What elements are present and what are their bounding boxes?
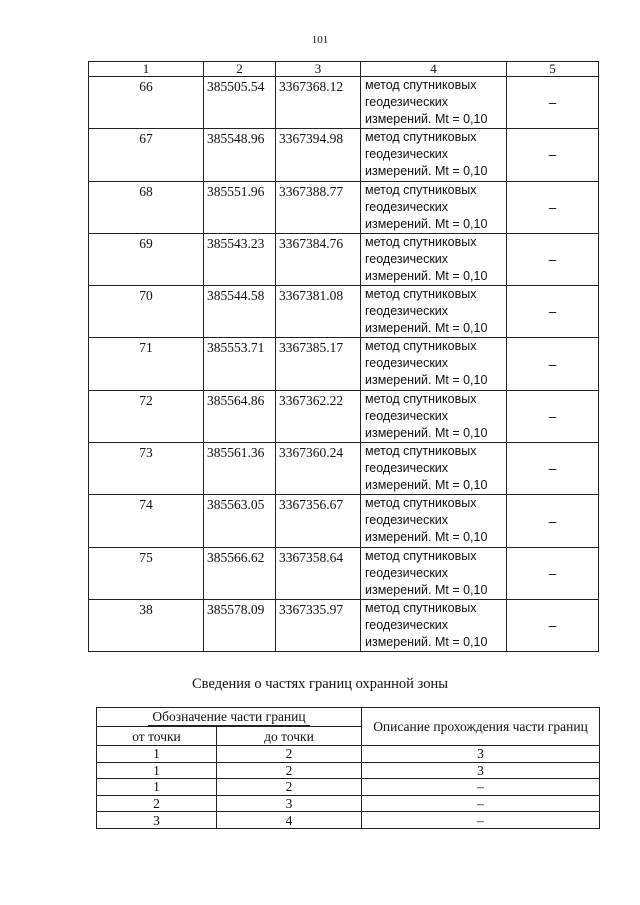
y-coordinate-cell: 3367358.64 bbox=[276, 547, 361, 599]
from-point-header: от точки bbox=[97, 727, 217, 746]
method-line: измерений. Mt = 0,10 bbox=[365, 321, 488, 336]
x-coordinate-cell: 385578.09 bbox=[204, 599, 276, 651]
method-cell bbox=[361, 547, 507, 599]
y-coordinate-cell: 3367356.67 bbox=[276, 495, 361, 547]
to-point-cell: 4 bbox=[217, 812, 362, 829]
note-cell: – bbox=[507, 77, 599, 129]
method-line: геодезических bbox=[365, 513, 449, 528]
point-number-cell: 68 bbox=[89, 181, 204, 233]
table-row bbox=[89, 286, 599, 338]
method-line: метод спутниковых bbox=[365, 496, 477, 511]
method-line: геодезических bbox=[365, 617, 449, 632]
description-cell: 3 bbox=[362, 762, 600, 779]
to-point-cell: 2 bbox=[217, 746, 362, 763]
note-cell: – bbox=[507, 129, 599, 181]
y-coordinate-cell: 3367385.17 bbox=[276, 338, 361, 390]
method-line: метод спутниковых bbox=[365, 339, 477, 354]
page-number: 101 bbox=[311, 34, 329, 46]
method-line: измерений. Mt = 0,10 bbox=[365, 164, 488, 179]
coordinates-table bbox=[88, 61, 599, 652]
method-line: метод спутниковых bbox=[365, 130, 477, 145]
table-row bbox=[89, 338, 599, 390]
section-heading: Сведения о частях границ охранной зоны bbox=[192, 676, 448, 692]
part-designation-label: Обозначение части границ bbox=[148, 708, 309, 726]
method-cell bbox=[361, 233, 507, 285]
column-number-header: 4 bbox=[361, 62, 507, 77]
y-coordinate-cell: 3367381.08 bbox=[276, 286, 361, 338]
method-line: геодезических bbox=[365, 95, 449, 109]
point-number-cell: 74 bbox=[89, 495, 204, 547]
method-line: геодезических bbox=[365, 408, 449, 423]
y-coordinate-cell: 3367394.98 bbox=[276, 129, 361, 181]
method-line: геодезических bbox=[365, 251, 449, 266]
from-point-cell: 1 bbox=[97, 746, 217, 763]
from-point-cell: 2 bbox=[97, 795, 217, 812]
table-row bbox=[89, 129, 599, 181]
column-number-header: 5 bbox=[507, 62, 599, 77]
method-line: метод спутниковых bbox=[365, 444, 477, 459]
method-cell bbox=[361, 77, 507, 129]
table-row bbox=[97, 795, 600, 812]
column-number-header: 3 bbox=[276, 62, 361, 77]
method-cell bbox=[361, 390, 507, 442]
y-coordinate-cell: 3367360.24 bbox=[276, 443, 361, 495]
method-cell bbox=[361, 338, 507, 390]
point-number-cell: 73 bbox=[89, 443, 204, 495]
to-point-header: до точки bbox=[217, 727, 362, 746]
method-line: метод спутниковых bbox=[365, 234, 477, 249]
table-row bbox=[97, 746, 600, 763]
table-row bbox=[97, 779, 600, 796]
x-coordinate-cell: 385548.96 bbox=[204, 129, 276, 181]
table-row bbox=[97, 762, 600, 779]
method-line: метод спутниковых bbox=[365, 600, 477, 615]
method-line: измерений. Mt = 0,10 bbox=[365, 634, 488, 649]
description-cell: 3 bbox=[362, 746, 600, 763]
y-coordinate-cell: 3367368.12 bbox=[276, 77, 361, 129]
y-coordinate-cell: 3367384.76 bbox=[276, 233, 361, 285]
point-number-cell: 69 bbox=[89, 233, 204, 285]
x-coordinate-cell: 385543.23 bbox=[204, 233, 276, 285]
x-coordinate-cell: 385551.96 bbox=[204, 181, 276, 233]
method-line: измерений. Mt = 0,10 bbox=[365, 268, 488, 283]
method-line: метод спутниковых bbox=[365, 78, 477, 92]
method-line: метод спутниковых bbox=[365, 182, 477, 197]
method-cell bbox=[361, 599, 507, 651]
method-line: геодезических bbox=[365, 304, 449, 319]
x-coordinate-cell: 385566.62 bbox=[204, 547, 276, 599]
method-cell bbox=[361, 129, 507, 181]
point-number-cell: 72 bbox=[89, 390, 204, 442]
method-cell bbox=[361, 443, 507, 495]
note-cell: – bbox=[507, 547, 599, 599]
table-row bbox=[89, 181, 599, 233]
column-number-header: 2 bbox=[204, 62, 276, 77]
method-line: геодезических bbox=[365, 147, 449, 162]
point-number-cell: 70 bbox=[89, 286, 204, 338]
to-point-cell: 3 bbox=[217, 795, 362, 812]
table-row bbox=[89, 547, 599, 599]
method-cell bbox=[361, 286, 507, 338]
x-coordinate-cell: 385505.54 bbox=[204, 77, 276, 129]
part-designation-header bbox=[97, 708, 362, 727]
point-number-cell: 67 bbox=[89, 129, 204, 181]
boundary-parts-table bbox=[96, 707, 600, 829]
method-line: измерений. Mt = 0,10 bbox=[365, 425, 488, 440]
point-number-cell: 38 bbox=[89, 599, 204, 651]
x-coordinate-cell: 385544.58 bbox=[204, 286, 276, 338]
note-cell: – bbox=[507, 443, 599, 495]
method-line: геодезических bbox=[365, 461, 449, 476]
to-point-cell: 2 bbox=[217, 779, 362, 796]
description-cell: – bbox=[362, 779, 600, 796]
y-coordinate-cell: 3367388.77 bbox=[276, 181, 361, 233]
from-point-cell: 3 bbox=[97, 812, 217, 829]
method-line: измерений. Mt = 0,10 bbox=[365, 478, 488, 493]
table-row bbox=[89, 599, 599, 651]
method-line: измерений. Mt = 0,10 bbox=[365, 216, 488, 231]
point-number-cell: 66 bbox=[89, 77, 204, 129]
method-line: метод спутниковых bbox=[365, 548, 477, 563]
method-cell bbox=[361, 181, 507, 233]
table-row bbox=[89, 443, 599, 495]
note-cell: – bbox=[507, 390, 599, 442]
table-row bbox=[97, 812, 600, 829]
from-point-cell: 1 bbox=[97, 779, 217, 796]
y-coordinate-cell: 3367335.97 bbox=[276, 599, 361, 651]
method-line: геодезических bbox=[365, 356, 449, 371]
method-line: измерений. Mt = 0,10 bbox=[365, 530, 488, 545]
point-number-cell: 75 bbox=[89, 547, 204, 599]
note-cell: – bbox=[507, 233, 599, 285]
column-number-header: 1 bbox=[89, 62, 204, 77]
method-cell bbox=[361, 495, 507, 547]
y-coordinate-cell: 3367362.22 bbox=[276, 390, 361, 442]
method-line: измерений. Mt = 0,10 bbox=[365, 582, 488, 597]
method-line: метод спутниковых bbox=[365, 287, 477, 302]
x-coordinate-cell: 385563.05 bbox=[204, 495, 276, 547]
point-number-cell: 71 bbox=[89, 338, 204, 390]
note-cell: – bbox=[507, 181, 599, 233]
method-line: измерений. Mt = 0,10 bbox=[365, 112, 488, 126]
table-row bbox=[89, 495, 599, 547]
note-cell: – bbox=[507, 599, 599, 651]
description-cell: – bbox=[362, 795, 600, 812]
table-row bbox=[89, 77, 599, 129]
note-cell: – bbox=[507, 338, 599, 390]
parts-header-row bbox=[97, 708, 600, 727]
coordinates-header-row bbox=[89, 62, 599, 77]
method-line: геодезических bbox=[365, 199, 449, 214]
note-cell: – bbox=[507, 286, 599, 338]
table-row bbox=[89, 390, 599, 442]
to-point-cell: 2 bbox=[217, 762, 362, 779]
x-coordinate-cell: 385553.71 bbox=[204, 338, 276, 390]
table-row bbox=[89, 233, 599, 285]
method-line: измерений. Mt = 0,10 bbox=[365, 373, 488, 388]
x-coordinate-cell: 385564.86 bbox=[204, 390, 276, 442]
description-cell: – bbox=[362, 812, 600, 829]
method-line: геодезических bbox=[365, 565, 449, 580]
note-cell: – bbox=[507, 495, 599, 547]
x-coordinate-cell: 385561.36 bbox=[204, 443, 276, 495]
method-line: метод спутниковых bbox=[365, 391, 477, 406]
from-point-cell: 1 bbox=[97, 762, 217, 779]
part-description-header: Описание прохождения части границ bbox=[362, 708, 600, 746]
